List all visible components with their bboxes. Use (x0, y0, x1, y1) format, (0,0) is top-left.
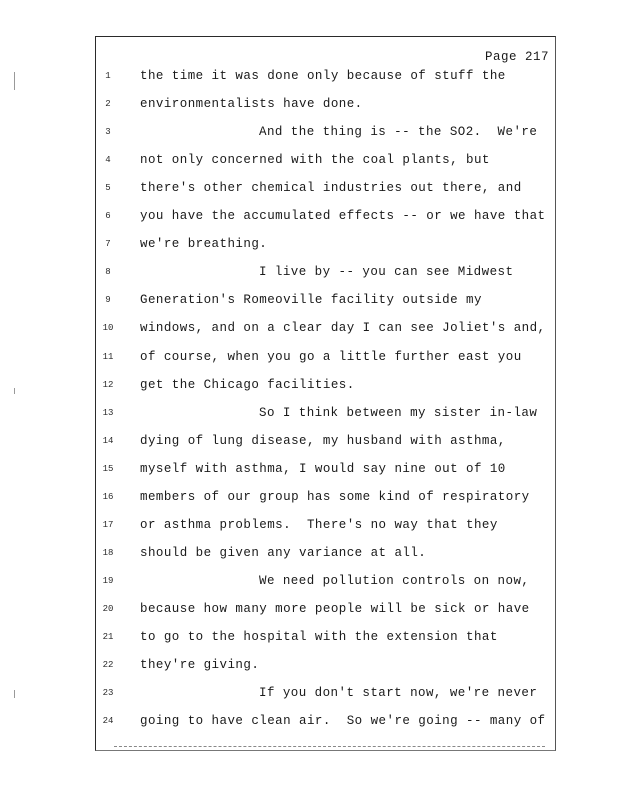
line-number: 18 (102, 547, 114, 558)
transcript-line (96, 490, 557, 510)
line-number: 2 (105, 99, 111, 110)
line-text: If you don't start now, we're never (259, 686, 538, 701)
transcript-line (96, 153, 557, 173)
line-text: I live by -- you can see Midwest (259, 265, 514, 280)
line-number: 15 (102, 463, 114, 474)
line-number: 23 (102, 688, 114, 699)
scan-mark (14, 72, 15, 90)
line-text: Generation's Romeoville facility outside my (140, 293, 482, 308)
transcript-line (96, 714, 557, 734)
transcript-line (96, 406, 557, 426)
line-number: 1 (105, 71, 111, 81)
transcript-line (96, 69, 557, 89)
line-number: 4 (105, 155, 111, 166)
line-number: 14 (102, 435, 114, 446)
line-text: We need pollution controls on now, (259, 573, 530, 588)
line-number: 10 (102, 323, 114, 334)
line-number: 24 (102, 716, 114, 727)
line-text: And the thing is -- the SO2. We're (259, 125, 538, 140)
line-number: 19 (102, 575, 114, 586)
line-text: get the Chicago facilities. (140, 377, 355, 392)
transcript-line (96, 546, 557, 566)
line-text: going to have clean air. So we're going -- many of (140, 714, 546, 729)
line-number: 7 (105, 239, 111, 250)
transcript-line (96, 602, 557, 622)
line-text: to go to the hospital with the extension that (140, 630, 498, 644)
line-number: 17 (102, 519, 114, 530)
line-number: 3 (105, 127, 111, 138)
transcript-line (96, 518, 557, 538)
transcript-line (96, 125, 557, 145)
line-number: 9 (105, 295, 111, 306)
line-text: members of our group has some kind of respiratory (140, 489, 530, 504)
line-text: dying of lung disease, my husband with asthma, (140, 433, 506, 448)
line-number: 12 (102, 379, 114, 390)
line-text: there's other chemical industries out there, and (140, 181, 522, 196)
line-number: 8 (105, 267, 111, 278)
transcript-line (96, 630, 557, 650)
line-text: not only concerned with the coal plants, but (140, 153, 490, 168)
line-number: 13 (102, 407, 114, 418)
line-text: should be given any variance at all. (140, 545, 427, 560)
transcript-line (96, 378, 557, 398)
line-number: 20 (102, 603, 114, 614)
transcript-line (96, 574, 557, 594)
transcript-line (96, 350, 557, 370)
line-number: 6 (105, 211, 111, 222)
transcript-line (96, 97, 557, 117)
page-number: Page 217 (484, 50, 549, 64)
line-number: 5 (105, 183, 111, 194)
line-text: the time it was done only because of stuff the (140, 69, 506, 83)
transcript-line (96, 321, 557, 341)
transcript-line (96, 181, 557, 201)
transcript-line (96, 265, 557, 285)
scan-mark (14, 690, 15, 698)
transcript-line (96, 293, 557, 313)
transcript-line (96, 658, 557, 678)
transcript-line (96, 686, 557, 706)
line-text: they're giving. (140, 658, 260, 673)
transcript-page (95, 36, 556, 751)
line-text: or asthma problems. There's no way that they (140, 517, 498, 532)
bottom-divider (114, 746, 545, 747)
line-number: 21 (102, 632, 114, 642)
transcript-line (96, 462, 557, 482)
line-number: 22 (102, 660, 114, 671)
transcript-line (96, 434, 557, 454)
line-text: So I think between my sister in-law (259, 405, 538, 420)
line-number: 16 (102, 491, 114, 502)
line-text: of course, when you go a little further east you (140, 349, 522, 364)
line-text: because how many more people will be sick or have (140, 601, 530, 616)
line-text: myself with asthma, I would say nine out of 10 (140, 461, 506, 476)
line-text: we're breathing. (140, 237, 268, 252)
transcript-line (96, 209, 557, 229)
line-text: environmentalists have done. (140, 97, 363, 112)
line-text: you have the accumulated effects -- or we have that (140, 209, 546, 224)
scan-mark (14, 388, 15, 394)
line-text: windows, and on a clear day I can see Joliet's and, (140, 321, 546, 336)
line-number: 11 (102, 351, 114, 362)
transcript-line (96, 237, 557, 257)
